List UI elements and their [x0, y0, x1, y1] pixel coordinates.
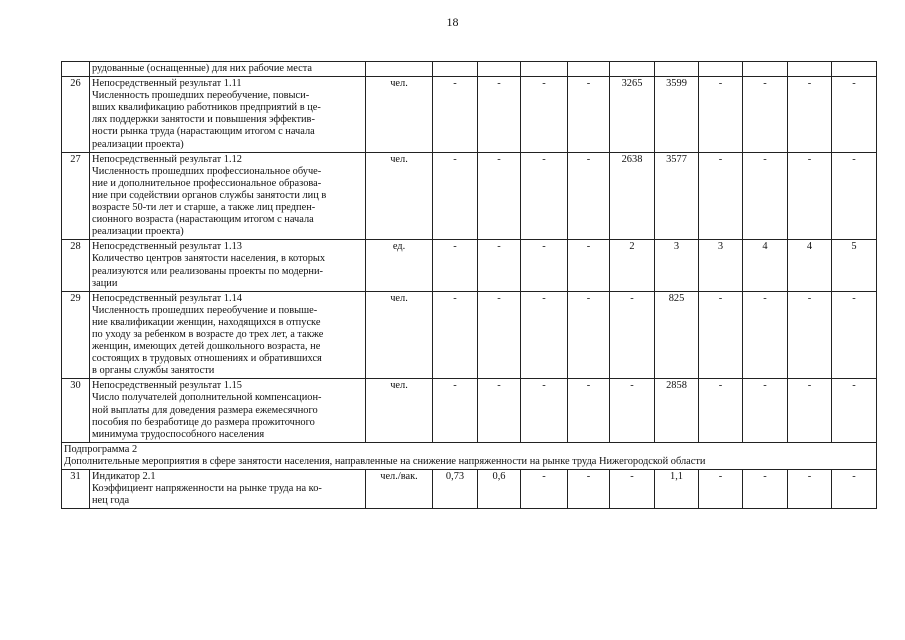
- table-body: [62, 62, 877, 509]
- row-text-line: по уходу за ребенком в возрасте до трех лет, а также: [92, 328, 324, 340]
- row-title: Индикатор 2.1: [92, 471, 156, 482]
- num-cell: [62, 62, 90, 77]
- row-description: [90, 379, 366, 442]
- row-description: [90, 240, 366, 291]
- continuation-row: [62, 62, 877, 77]
- value-cell: -: [743, 291, 788, 379]
- value-cell: -: [433, 291, 478, 379]
- value-cell: -: [568, 470, 610, 509]
- value-cell: 3577: [655, 152, 699, 240]
- value-cell: 0,73: [433, 470, 478, 509]
- table-row: [62, 470, 877, 509]
- value-cell: -: [433, 152, 478, 240]
- row-text-line: возрасте 50-ти лет и старше, а также лиц предпен-: [92, 202, 316, 214]
- value-cell: -: [521, 291, 568, 379]
- value-cell: -: [788, 291, 832, 379]
- value-cell: -: [788, 379, 832, 442]
- value-cell: -: [610, 470, 655, 509]
- table-row: [62, 379, 877, 442]
- row-text-line: состоящих в трудовых отношениях и обратившихся: [92, 353, 322, 365]
- row-text-line: реализации проекта): [92, 226, 184, 238]
- row-text-line: Число получателей дополнительной компенсацион-: [92, 392, 322, 404]
- row-number: 26: [62, 77, 90, 153]
- value-cell: -: [478, 379, 521, 442]
- value-cell: -: [743, 152, 788, 240]
- value-cell: 3599: [655, 77, 699, 153]
- value-cell: 3: [655, 240, 699, 291]
- row-number: 28: [62, 240, 90, 291]
- row-text-line: лях поддержки занятости и повышения эффектив-: [92, 114, 315, 126]
- row-description: [90, 291, 366, 379]
- table-row: [62, 291, 877, 379]
- value-cell: -: [832, 291, 877, 379]
- row-title: Непосредственный результат 1.15: [92, 380, 242, 392]
- row-text-line: минимума трудоспособного населения: [92, 428, 265, 440]
- continuation-text: рудованные (оснащенные) для них рабочие места: [90, 62, 366, 77]
- subprogram-title: Подпрограмма 2: [64, 443, 138, 455]
- value-cell: -: [610, 291, 655, 379]
- value-cell: -: [568, 77, 610, 153]
- row-number: 31: [62, 470, 90, 509]
- row-text-line: ние и дополнительное профессиональное образова-: [92, 177, 322, 189]
- value-cell: -: [832, 379, 877, 442]
- value-cell: -: [568, 379, 610, 442]
- value-cell: 1,1: [655, 470, 699, 509]
- value-cell: -: [478, 152, 521, 240]
- row-number: 30: [62, 379, 90, 442]
- value-cell: -: [743, 77, 788, 153]
- row-title: Непосредственный результат 1.13: [92, 241, 242, 253]
- value-cell: 2638: [610, 152, 655, 240]
- row-text-line: реализуются или реализованы проекты по модерни-: [92, 265, 324, 277]
- subprogram-cell: [62, 442, 877, 469]
- row-text-line: в органы службы занятости: [92, 365, 215, 377]
- row-text-line: Численность прошедших переобучение, повыси-: [92, 90, 310, 102]
- row-text-line: зации: [92, 277, 118, 289]
- table-row: [62, 77, 877, 153]
- row-text-line: сионного возраста (нарастающим итогом с начала: [92, 214, 314, 226]
- row-text-line: ной выплаты для доведения размера ежемесячного: [92, 404, 318, 416]
- row-text-line: вших квалификацию работников предприятий в це-: [92, 102, 321, 114]
- value-cell: -: [699, 152, 743, 240]
- row-title: Непосредственный результат 1.14: [92, 292, 242, 304]
- value-cell: -: [521, 77, 568, 153]
- row-number: 29: [62, 291, 90, 379]
- row-description: [90, 77, 366, 153]
- row-description: [90, 152, 366, 240]
- row-description: [90, 470, 366, 509]
- value-cell: -: [478, 77, 521, 153]
- row-text-line: пособия по безработице до размера прожиточного: [92, 416, 315, 428]
- value-cell: -: [521, 152, 568, 240]
- value-cell: -: [521, 379, 568, 442]
- value-cell: 4: [788, 240, 832, 291]
- row-text-line: ние при содействии органов службы занятости лиц в: [92, 189, 327, 201]
- row-text-line: Количество центров занятости населения, в которых: [92, 253, 326, 265]
- value-cell: -: [568, 240, 610, 291]
- row-text-line: женщин, имеющих детей дошкольного возраста, не: [92, 341, 321, 353]
- value-cell: 5: [832, 240, 877, 291]
- value-cell: -: [832, 152, 877, 240]
- row-title: Непосредственный результат 1.12: [92, 153, 242, 165]
- table-row: [62, 152, 877, 240]
- value-cell: -: [699, 379, 743, 442]
- row-text-line: Численность прошедших профессиональное обуче-: [92, 165, 322, 177]
- value-cell: -: [568, 291, 610, 379]
- value-cell: 4: [743, 240, 788, 291]
- value-cell: -: [788, 470, 832, 509]
- value-cell: -: [478, 291, 521, 379]
- row-text-line: нец года: [92, 495, 130, 507]
- value-cell: -: [568, 152, 610, 240]
- row-unit: чел.: [366, 291, 433, 379]
- row-text-line: ние квалификации женщин, находящихся в отпуске: [92, 316, 321, 328]
- value-cell: -: [832, 470, 877, 509]
- value-cell: -: [832, 77, 877, 153]
- value-cell: -: [610, 379, 655, 442]
- page-number: 18: [446, 15, 459, 29]
- row-text-line: ности рынка труда (нарастающим итогом с начала: [92, 126, 315, 138]
- row-unit: ед.: [366, 240, 433, 291]
- row-title: Непосредственный результат 1.11: [92, 78, 242, 90]
- row-text-line: Коэффициент напряженности на рынке труда на ко-: [92, 483, 322, 495]
- value-cell: 825: [655, 291, 699, 379]
- row-unit: чел.: [366, 152, 433, 240]
- row-number: 27: [62, 152, 90, 240]
- value-cell: -: [478, 240, 521, 291]
- row-text-line: реализации проекта): [92, 138, 184, 150]
- value-cell: -: [788, 77, 832, 153]
- table-row: [62, 240, 877, 291]
- value-cell: -: [743, 379, 788, 442]
- row-text-line: Численность прошедших переобучение и повыше-: [92, 304, 318, 316]
- value-cell: -: [433, 379, 478, 442]
- value-cell: -: [699, 470, 743, 509]
- value-cell: -: [699, 77, 743, 153]
- value-cell: -: [433, 77, 478, 153]
- value-cell: 2858: [655, 379, 699, 442]
- value-cell: -: [699, 291, 743, 379]
- row-unit: чел.: [366, 379, 433, 442]
- subprogram-text: Дополнительные мероприятия в сфере занятости населения, направленные на снижение напряженности на рынке труда Нижегородской области: [64, 455, 706, 467]
- row-unit: чел./вак.: [366, 470, 433, 509]
- subprogram-row: [62, 442, 877, 469]
- value-cell: 0,6: [478, 470, 521, 509]
- value-cell: 2: [610, 240, 655, 291]
- row-unit: чел.: [366, 77, 433, 153]
- value-cell: 3265: [610, 77, 655, 153]
- value-cell: -: [521, 470, 568, 509]
- value-cell: 3: [699, 240, 743, 291]
- value-cell: -: [788, 152, 832, 240]
- value-cell: -: [743, 470, 788, 509]
- value-cell: -: [521, 240, 568, 291]
- value-cell: -: [433, 240, 478, 291]
- indicators-table: [61, 61, 877, 509]
